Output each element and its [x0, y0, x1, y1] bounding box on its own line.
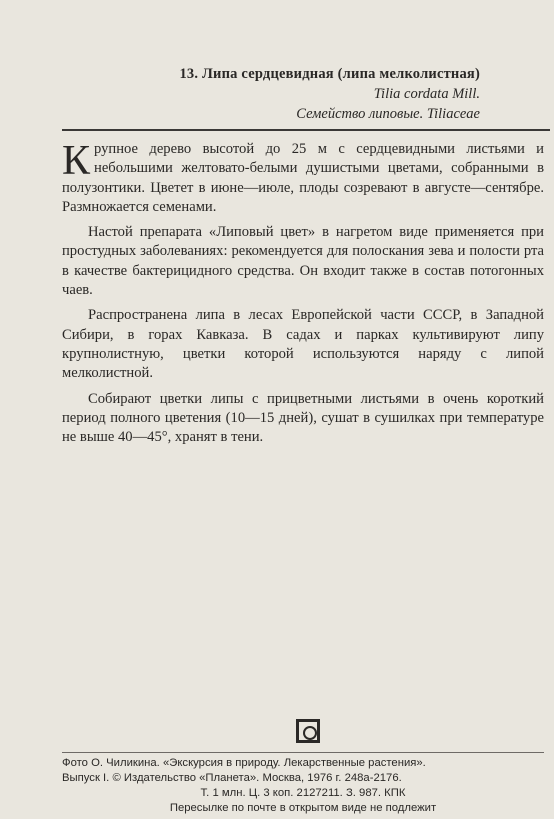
imprint-line-4: Пересылке по почте в открытом виде не подлежит: [169, 802, 437, 814]
drop-cap: К: [62, 138, 91, 184]
paragraph-3: Распространена липа в лесах Европейской части СССР, в Западной Сибири, в горах Кавказа. В садах и парках культивируют липу крупнолистную, цветки которой используются наряду с липой мелколистной.: [62, 307, 544, 382]
imprint-divider: [62, 752, 544, 753]
heading: [60, 64, 480, 124]
plant-title: 13. Липа сердцевидная (липа мелколистная): [179, 66, 480, 82]
family-name: Семейство липовые. Tiliaceae: [296, 106, 480, 122]
publisher-logo-icon: [296, 719, 320, 743]
imprint-line-3: Т. 1 млн. Ц. 3 коп. 2127211. З. 987. КПК: [200, 787, 406, 799]
paragraph-2: Настой препарата «Липовый цвет» в нагретом виде применяется при простудных заболеваниях: рекомендуется для полоскания зева и полости рта в качестве бактерицидного средства. Он входит также в состав потогонных чаев.: [62, 224, 544, 299]
paragraph-1: [62, 140, 544, 217]
description: [62, 140, 544, 453]
heading-divider: [62, 129, 550, 131]
paragraph-4: Собирают цветки липы с прицветными листьями в очень короткий период полного цветения (10—15 дней), сушат в сушилках при температуре не выше 40—45°, хранят в тени.: [62, 390, 544, 446]
imprint-line-1: Фото О. Чиликина. «Экскурсия в природу. Лекарственные растения».: [62, 757, 426, 769]
imprint-line-2: Выпуск I. © Издательство «Планета». Москва, 1976 г. 248а-2176.: [62, 772, 402, 784]
latin-name: Tilia cordata Mill.: [373, 86, 480, 102]
imprint: [62, 756, 544, 816]
paragraph-1-text: рупное дерево высотой до 25 м с сердцевидными листьями и небольшими желтовато-белыми душистыми цветами, собранными в полузонтики. Цветет в июне—июле, плоды созревают в августе—сентябре. Размножается семенами.: [62, 141, 544, 215]
